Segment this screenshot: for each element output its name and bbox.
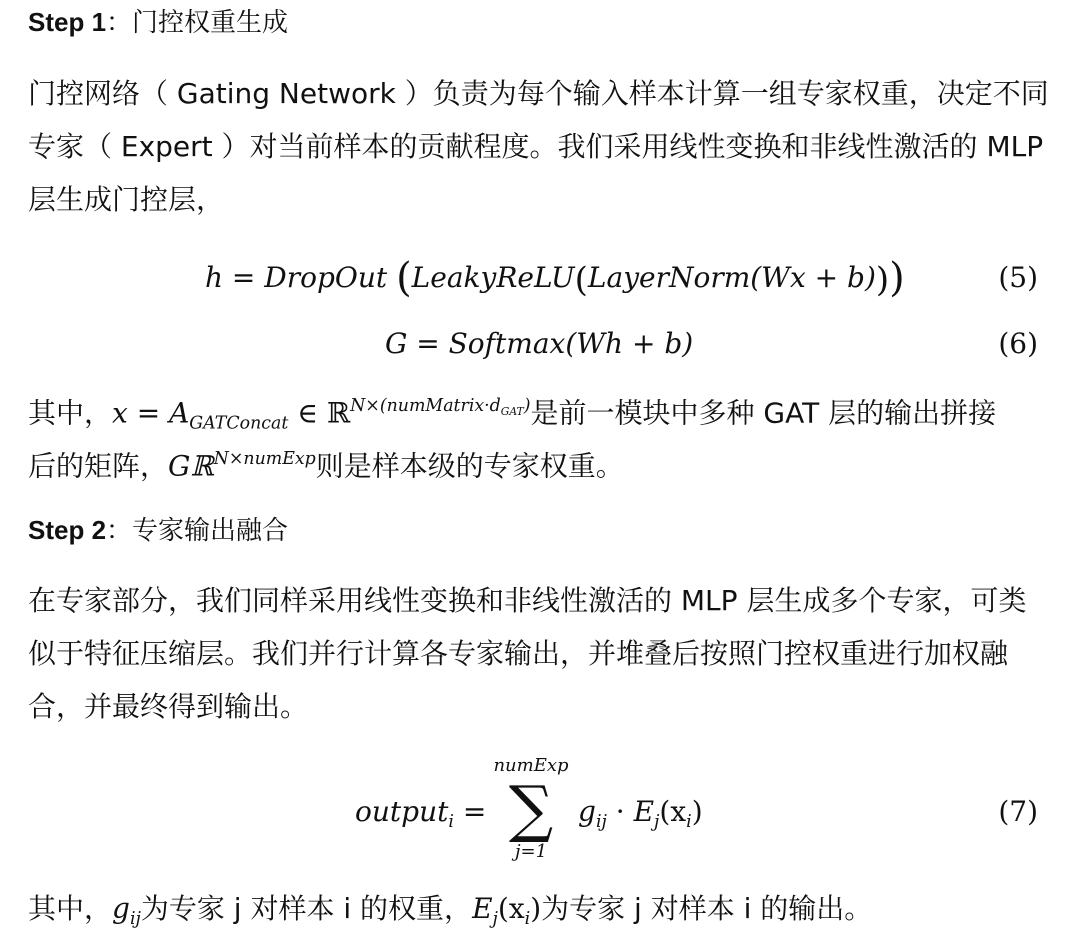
math-subscript: ij	[129, 909, 141, 930]
sum-symbol: ∑	[508, 772, 554, 845]
math-subscript: i	[448, 812, 454, 833]
equation-5-body: h = DropOut (LeakyReLU(LayerNorm(Wx + b)))	[205, 255, 905, 301]
equation-7-rhs	[578, 782, 703, 852]
expert-paragraph	[28, 574, 1044, 733]
text-run: 其中，	[28, 892, 113, 925]
paragraph-line: 门控网络（ Gating Network ）负责为每个输入样本计算一组专家权重，决定不同	[28, 77, 1049, 110]
sum-lower-limit: j=1	[514, 841, 548, 862]
eq5-layernorm: LayerNorm(Wx + b)	[587, 261, 876, 294]
math-g: g	[578, 795, 596, 828]
equation-6-body: G = Softmax(Wh + b)	[385, 327, 694, 360]
paragraph-line: 合，并最终得到输出。	[28, 690, 309, 723]
equation-6	[0, 314, 1080, 374]
step1-title: 门控权重生成	[132, 8, 289, 38]
step1-colon: ：	[106, 8, 133, 38]
math-e: E	[633, 795, 655, 828]
math-equals: =	[462, 795, 487, 828]
step1-heading	[28, 2, 288, 43]
math-subscript: j	[654, 812, 660, 833]
math-arg: (x	[497, 892, 525, 925]
weights-paragraph	[28, 882, 1044, 935]
math-subscript: j	[492, 909, 498, 930]
math-subscript: ij	[595, 812, 607, 833]
text-run: 其中，	[28, 396, 113, 430]
math-x: x = A	[112, 396, 190, 430]
math-dot: ·	[606, 795, 634, 828]
equation-6-number: (6)	[998, 327, 1038, 360]
paragraph-line: 在专家部分，我们同样采用线性变换和非线性激活的 MLP 层生成多个专家，可类	[28, 584, 1027, 617]
text-run: 后的矩阵，	[28, 449, 169, 483]
step2-colon: ：	[106, 516, 133, 546]
math-in: ∈ ℝ	[288, 396, 351, 430]
math-arg-close: )	[530, 892, 542, 925]
paragraph-line: 似于特征压缩层。我们并行计算各专家输出，并堆叠后按照门控权重进行加权融	[28, 637, 1009, 670]
text-run: 为专家 j 对样本 i 的权重，	[140, 892, 473, 925]
math-superscript: N×numExp	[213, 449, 316, 469]
math-subscript: i	[686, 812, 692, 833]
step1-label: Step 1	[28, 7, 107, 37]
math-g: Gℝ	[168, 449, 214, 483]
eq5-lhs: h = DropOut	[205, 261, 388, 294]
math-g: g	[112, 892, 130, 925]
text-run: 为专家 j 对样本 i 的输出。	[541, 892, 873, 925]
math-output: output	[355, 795, 449, 828]
paragraph-line	[28, 380, 1044, 433]
step2-heading	[28, 510, 288, 551]
gating-paragraph	[28, 67, 1049, 226]
step2-title: 专家输出融合	[132, 516, 289, 546]
sum-upper-limit: numExp	[493, 755, 569, 776]
math-e: E	[472, 892, 493, 925]
summation	[486, 756, 576, 862]
paragraph-line: 专家（ Expert ）对当前样本的贡献程度。我们采用线性变换和非线性激活的 MLP	[28, 130, 1044, 163]
math-subscript: GATConcat	[189, 413, 289, 434]
step2-label: Step 2	[28, 515, 107, 545]
notation-paragraph	[28, 380, 1044, 486]
text-run: 则是样本级的专家权重。	[315, 449, 624, 483]
math-arg: (x	[659, 795, 687, 828]
paragraph-line	[28, 433, 1044, 486]
equation-7-number: (7)	[998, 795, 1038, 828]
equation-5	[0, 248, 1080, 308]
eq5-leakyrelu: LeakyReLU	[411, 261, 575, 294]
text-run: 是前一模块中多种 GAT 层的输出拼接	[530, 396, 997, 430]
paragraph-line	[28, 882, 1044, 935]
equation-5-number: (5)	[998, 261, 1038, 294]
paragraph-line: 层生成门控层，	[28, 183, 225, 216]
math-subscript: i	[524, 909, 531, 930]
equation-7-lhs	[355, 782, 486, 852]
math-arg-close: )	[691, 795, 703, 828]
math-superscript: N×(numMatrix·dGAT)	[350, 396, 531, 418]
